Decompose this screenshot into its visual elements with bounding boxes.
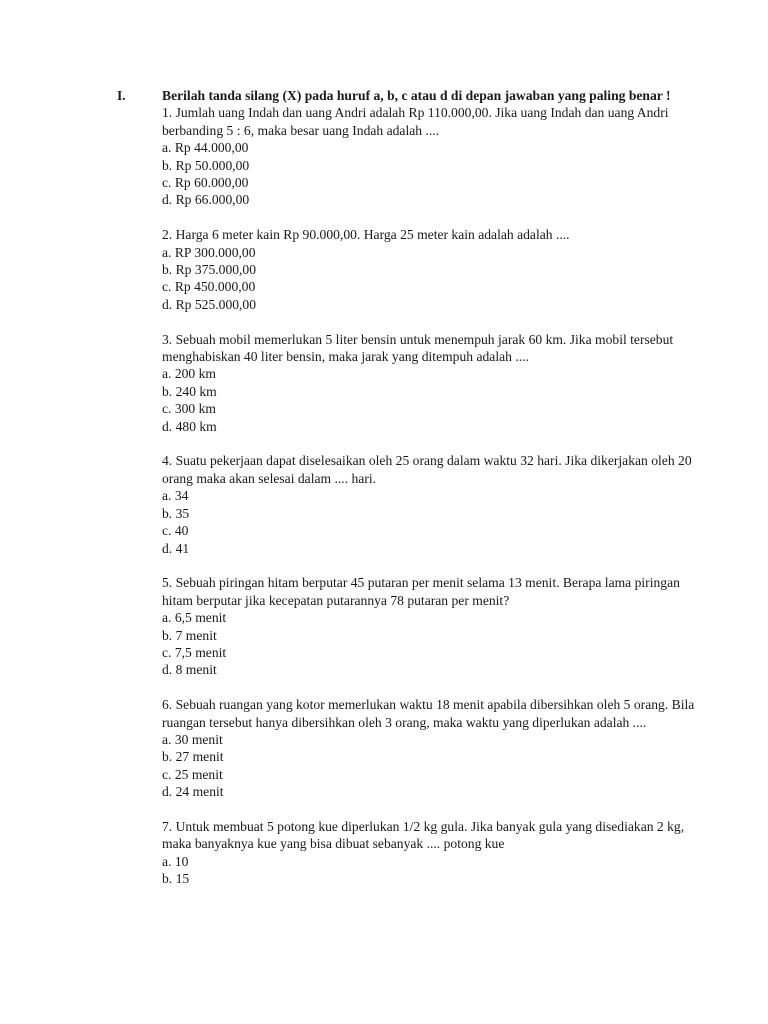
option-d: d. Rp 525.000,00 bbox=[162, 296, 257, 312]
option-a: a. 30 menit bbox=[162, 731, 223, 747]
option-d: d. 24 menit bbox=[162, 784, 224, 800]
option-c: c. Rp 60.000,00 bbox=[162, 175, 249, 191]
option-b: b. 27 menit bbox=[162, 749, 224, 765]
option-b: b. 240 km bbox=[162, 383, 217, 399]
option-a: a. 6,5 menit bbox=[162, 610, 227, 626]
option-a: a. 34 bbox=[162, 488, 189, 504]
option-c: c. 40 bbox=[162, 523, 189, 539]
option-c: c. 25 menit bbox=[162, 766, 223, 782]
question-1 bbox=[162, 104, 707, 208]
option-a: a. Rp 44.000,00 bbox=[162, 140, 249, 156]
option-b: b. 7 menit bbox=[162, 627, 217, 643]
question-7 bbox=[162, 818, 707, 888]
section-content bbox=[162, 87, 707, 888]
option-d: d. 41 bbox=[162, 540, 190, 556]
option-c: c. Rp 450.000,00 bbox=[162, 279, 256, 295]
question-text: 3. Sebuah mobil memerlukan 5 liter bensin untuk menempuh jarak 60 km. Jika mobil tersebut menghabiskan 40 liter bensin, maka jarak yang ditempuh adalah .... bbox=[162, 331, 674, 365]
question-6 bbox=[162, 696, 707, 800]
option-c: c. 300 km bbox=[162, 401, 216, 417]
question-text: 1. Jumlah uang Indah dan uang Andri adalah Rp 110.000,00. Jika uang Indah dan uang Andri berbanding 5 : 6, maka besar uang Indah adalah .... bbox=[162, 105, 669, 138]
question-text: 6. Sebuah ruangan yang kotor memerlukan waktu 18 menit apabila dibersihkan oleh 5 orang. Bila ruangan tersebut hanya dibersihkan oleh 3 orang, maka waktu yang diperlukan adalah .... bbox=[162, 697, 695, 730]
question-3 bbox=[162, 331, 707, 435]
question-4 bbox=[162, 452, 707, 556]
option-a: a. 200 km bbox=[162, 366, 216, 382]
question-5 bbox=[162, 574, 707, 678]
section-number: I. bbox=[117, 88, 126, 103]
option-b: b. Rp 50.000,00 bbox=[162, 157, 250, 173]
option-a: a. 10 bbox=[162, 853, 189, 869]
question-text: 2. Harga 6 meter kain Rp 90.000,00. Harga 25 meter kain adalah adalah .... bbox=[162, 227, 570, 243]
option-b: b. 35 bbox=[162, 505, 190, 521]
option-d: d. Rp 66.000,00 bbox=[162, 192, 250, 208]
option-b: b. Rp 375.000,00 bbox=[162, 262, 257, 278]
section-instruction: Berilah tanda silang (X) pada huruf a, b, c atau d di depan jawaban yang paling benar ! bbox=[162, 88, 671, 103]
question-2 bbox=[162, 226, 707, 313]
option-a: a. RP 300.000,00 bbox=[162, 244, 256, 260]
option-d: d. 8 menit bbox=[162, 662, 217, 678]
option-c: c. 7,5 menit bbox=[162, 644, 227, 660]
option-b: b. 15 bbox=[162, 871, 190, 887]
option-d: d. 480 km bbox=[162, 418, 217, 434]
question-text: 4. Suatu pekerjaan dapat diselesaikan oleh 25 orang dalam waktu 32 hari. Jika dikerjakan oleh 20 orang maka akan selesai dalam .... hari. bbox=[162, 453, 692, 486]
question-text: 7. Untuk membuat 5 potong kue diperlukan 1/2 kg gula. Jika banyak gula yang disediakan 2 kg, maka banyaknya kue yang bisa dibuat sebanyak .... potong kue bbox=[162, 818, 685, 852]
question-text: 5. Sebuah piringan hitam berputar 45 putaran per menit selama 13 menit. Berapa lama piringan hitam berputar jika kecepatan putarannya 78 putaran per menit? bbox=[162, 575, 680, 608]
